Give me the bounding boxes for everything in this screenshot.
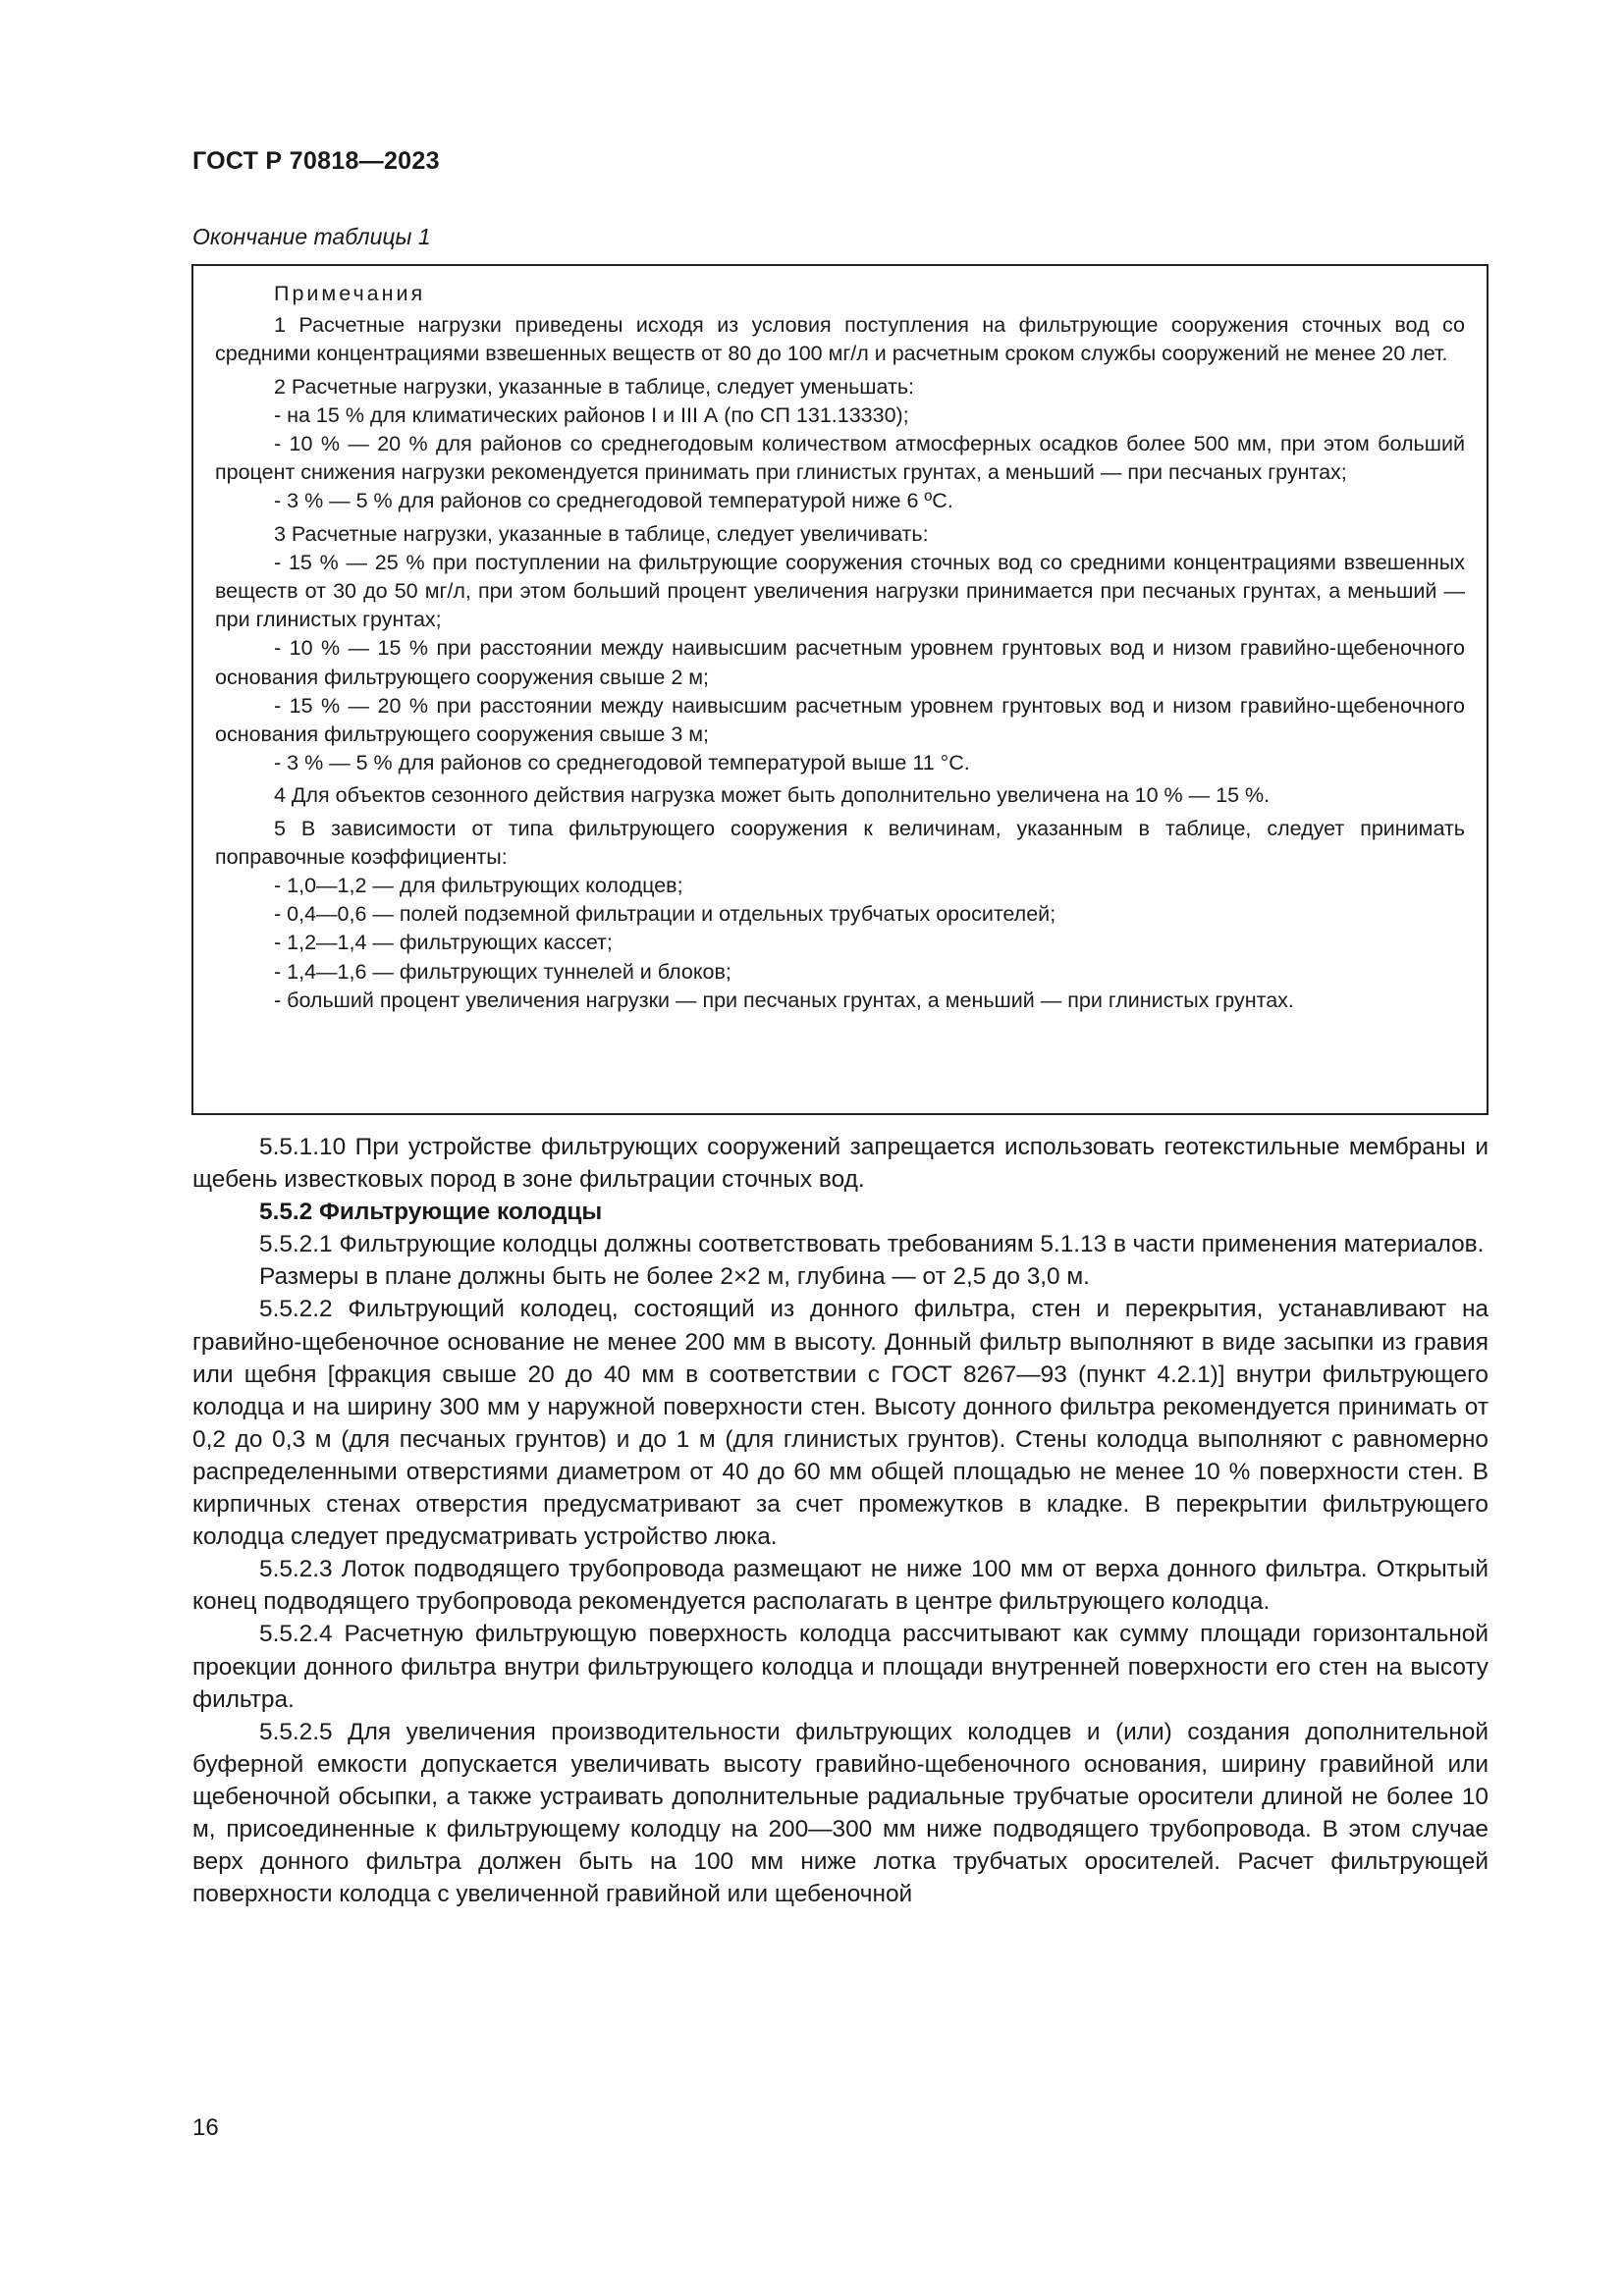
- note-3-intro: 3 Расчетные нагрузки, указанные в таблице, следует увеличивать:: [274, 521, 929, 546]
- note-3-item: - 15 % — 25 % при поступлении на фильтрующие сооружения сточных вод со средними концентрациями взвешенных веществ от 30 до 50 мг/л, при этом больший процент увеличения нагрузки принимается при песчаных грунтах, а меньший — при глинистых грунтах;: [215, 550, 1465, 632]
- clause-sizes: Размеры в плане должны быть не более 2×2 м, глубина — от 2,5 до 3,0 м.: [259, 1263, 1090, 1291]
- note-2-item: - 10 % — 20 % для районов со среднегодовым количеством атмосферных осадков более 500 мм, при этом больший процент снижения нагрузки рекомендуется принимать при глинистых грунтах, а меньший — при песчаных грунтах;: [215, 432, 1465, 485]
- notes-title: Примечания: [274, 282, 426, 305]
- note-5-item: - 1,4—1,6 — фильтрующих туннелей и блоков;: [274, 959, 731, 984]
- note-5-item: - 1,0—1,2 — для фильтрующих колодцев;: [274, 874, 683, 898]
- note-3-item: - 15 % — 20 % при расстоянии между наивысшим расчетным уровнем грунтовых вод и низом гравийно-щебеночного основания фильтрующего сооружения свыше 3 м;: [215, 693, 1465, 747]
- note-2-intro: 2 Расчетные нагрузки, указанные в таблице, следует уменьшать:: [274, 374, 915, 399]
- note-3-item: - 10 % — 15 % при расстоянии между наивысшим расчетным уровнем грунтовых вод и низом гравийно-щебеночного основания фильтрующего сооружения свыше 2 м;: [215, 636, 1465, 689]
- table-continuation-caption: Окончание таблицы 1: [192, 224, 431, 249]
- note-5-intro: 5 В зависимости от типа фильтрующего сооружения к величинам, указанным в таблице, следует принимать поправочные коэффициенты:: [215, 816, 1465, 869]
- clause-5-5-2-4: 5.5.2.4 Расчетную фильтрующую поверхность колодца рассчитывают как сумму площади горизонтальной проекции донного фильтра внутри фильтрующего колодца и площади внутренней поверхности его стен на высоту фильтра.: [192, 1621, 1489, 1713]
- clause-5-5-2-1: 5.5.2.1 Фильтрующие колодцы должны соответствовать требованиям 5.1.13 в части применения материалов.: [259, 1231, 1485, 1258]
- main-text: [192, 1131, 1489, 1910]
- note-5-item: - больший процент увеличения нагрузки — при песчаных грунтах, а меньший — при глинистых грунтах.: [274, 988, 1294, 1012]
- note-1: 1 Расчетные нагрузки приведены исходя из условия поступления на фильтрующие сооружения сточных вод со средними концентрациями взвешенных веществ от 80 до 100 мг/л и расчетным сроком службы сооружений не менее 20 лет.: [215, 313, 1465, 366]
- note-3-item: - 3 % — 5 % для районов со среднегодовой температурой выше 11 °С.: [274, 751, 970, 775]
- note-4: 4 Для объектов сезонного действия нагрузка может быть дополнительно увеличена на 10 % — 15 %.: [274, 783, 1271, 808]
- note-2-item: - на 15 % для климатических районов I и III А (по СП 131.13330);: [274, 402, 909, 427]
- page-number: 16: [192, 2114, 219, 2141]
- clause-5-5-2-3: 5.5.2.3 Лоток подводящего трубопровода размещают не ниже 100 мм от верха донного фильтра. Открытый конец подводящего трубопровода рекомендуется располагать в центре фильтрующего колодца.: [192, 1556, 1489, 1616]
- note-5-item: - 0,4—0,6 — полей подземной фильтрации и отдельных трубчатых оросителей;: [274, 902, 1056, 927]
- table-notes-box: [191, 264, 1489, 1115]
- clause-5-5-1-10: 5.5.1.10 При устройстве фильтрующих сооружений запрещается использовать геотекстильные мембраны и щебень известковых пород в зоне фильтрации сточных вод.: [192, 1134, 1489, 1194]
- document-code-header: ГОСТ Р 70818—2023: [192, 147, 440, 175]
- note-5-item: - 1,2—1,4 — фильтрующих кассет;: [274, 931, 613, 955]
- section-heading-5-5-2: 5.5.2 Фильтрующие колодцы: [259, 1199, 603, 1226]
- clause-5-5-2-2: 5.5.2.2 Фильтрующий колодец, состоящий из донного фильтра, стен и перекрытия, устанавливают на гравийно-щебеночное основание не менее 200 мм в высоту. Донный фильтр выполняют в виде засыпки из гравия или щебня [фракция свыше 20 до 40 мм в соответствии с ГОСТ 8267—93 (пункт 4.2.1)] внутри фильтрующего колодца и на ширину 300 мм у наружной поверхности стен. Высоту донного фильтра рекомендуется принимать от 0,2 до 0,3 м (для песчаных грунтов) и до 1 м (для глинистых грунтов). Стены колодца выполняют с равномерно распределенными отверстиями диаметром от 40 до 60 мм общей площадью не менее 10 % поверхности стен. В кирпичных стенах отверстия предусматривают за счет промежутков в кладке. В перекрытии фильтрующего колодца следует предусматривать устройство люка.: [192, 1296, 1489, 1551]
- clause-5-5-2-5: 5.5.2.5 Для увеличения производительности фильтрующих колодцев и (или) создания дополнительной буферной емкости допускается увеличивать высоту гравийно-щебеночного основания, ширину гравийной или щебеночной обсыпки, а также устраивать дополнительные радиальные трубчатые оросители длиной не более 10 м, присоединенные к фильтрующему колодцу на 200—300 мм ниже подводящего трубопровода. В этом случае верх донного фильтра должен быть на 100 мм ниже лотка трубчатых оросителей. Расчет фильтрующей поверхности колодца с увеличенной гравийной или щебеночной: [192, 1718, 1489, 1908]
- note-2-item: - 3 % — 5 % для районов со среднегодовой температурой ниже 6 ºС.: [274, 489, 953, 513]
